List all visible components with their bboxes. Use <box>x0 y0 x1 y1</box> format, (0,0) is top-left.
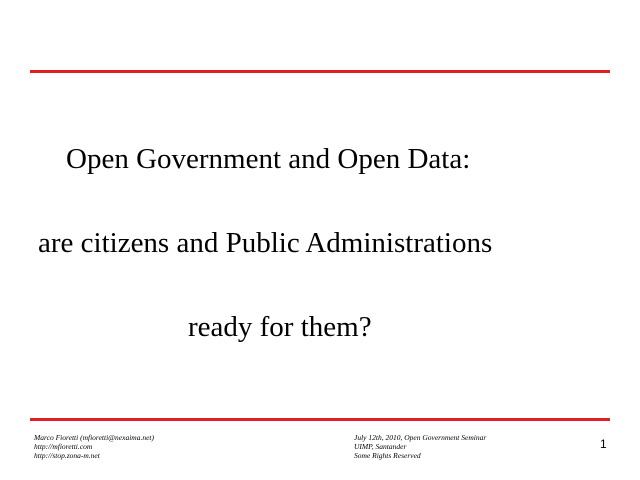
bottom-divider <box>30 418 610 421</box>
title-line-1: Open Government and Open Data: <box>66 143 471 175</box>
event-location: UIMP, Santander <box>354 442 407 451</box>
author-name: Marco Fioretti (mfioretti@nexaima.net) <box>34 433 154 442</box>
event-date: July 12th, 2010, Open Government Seminar <box>354 433 487 442</box>
author-website: http://mfioretti.com <box>34 442 93 451</box>
page-number: 1 <box>600 437 607 451</box>
event-footer <box>354 433 486 460</box>
author-footer <box>34 433 154 460</box>
title-line-3: ready for them? <box>188 311 372 343</box>
title-line-2: are citizens and Public Administrations <box>38 227 493 259</box>
license-note: Some Rights Reserved <box>354 451 421 460</box>
author-blog: http://stop.zona-m.net <box>34 451 100 460</box>
top-divider <box>30 70 610 73</box>
